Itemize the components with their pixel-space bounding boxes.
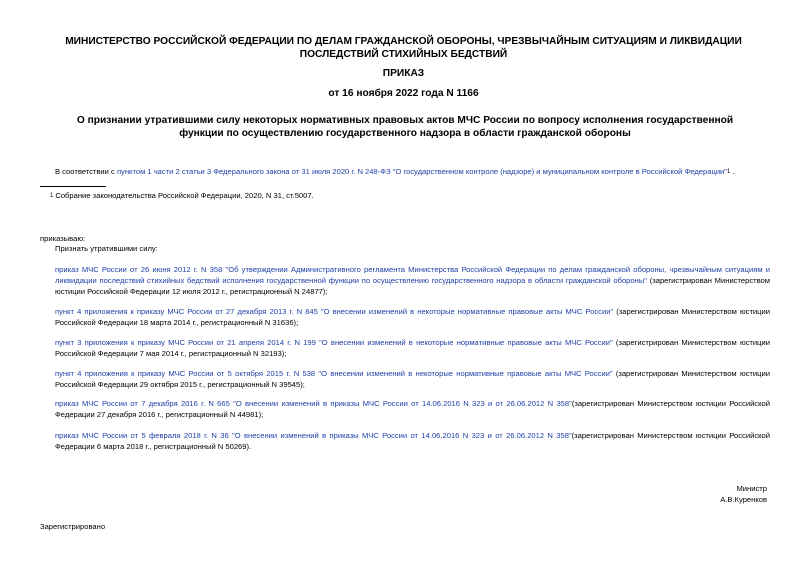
order-subject: О признании утратившими силу некоторых нормативных правовых актов МЧС России по вопросу исполнения государственной функции по осуществлению государственного надзора в области гражданской обороны	[76, 115, 734, 139]
repealed-act-link[interactable]: приказ МЧС России от 7 декабря 2016 г. N 665 "О внесении изменений в приказы МЧС России от 14.06.2016 N 323 и от 26.06.2012 N 358"	[55, 399, 572, 408]
footnote-number: 1	[50, 193, 54, 199]
footnote	[50, 190, 770, 202]
legal-basis-suffix: .	[732, 167, 735, 176]
legal-basis-prefix: В соответствии с	[55, 167, 117, 176]
repealed-act-item	[40, 306, 770, 328]
repealed-act-item	[40, 264, 770, 297]
repealed-act-registration: (зарегистрирован Министерством юстиции Российской Федерации 7 мая 2014 г., регистрационный N 32193);	[55, 338, 770, 358]
footnote-text: Собрание законодательства Российской Федерации, 2020, N 31, ст.5007.	[55, 191, 314, 200]
signer-name: А.В.Куренков	[720, 495, 767, 504]
orders-word: приказываю:	[40, 234, 86, 243]
order-date: от 16 ноября 2022 года N 1166	[328, 88, 479, 99]
repealed-act-registration: (зарегистрирован Министерством юстиции Российской Федерации 12 июля 2012 г., регистрационный N 24877);	[55, 276, 770, 296]
footnote-reference[interactable]: 1	[727, 169, 731, 175]
repealed-act-link[interactable]: пункт 3 приложения к приказу МЧС России от 21 апреля 2014 г. N 199 "О внесении изменений в некоторые нормативные правовые акты МЧС России"	[55, 338, 613, 347]
repealed-act-registration: (зарегистрирован Министерством юстиции Российской Федерации 29 октября 2015 г., регистрационный N 39545);	[55, 369, 770, 389]
signer-position: Министр	[736, 484, 767, 493]
repealed-act-registration: (зарегистрирован Министерством юстиции Российской Федерации 27 декабря 2016 г., регистрационный N 44981);	[55, 399, 770, 419]
repealed-act-registration: (зарегистрирован Министерством юстиции Российской Федерации 18 марта 2014 г., регистрационный N 31636);	[55, 307, 770, 327]
repealed-act-link[interactable]: пункт 4 приложения к приказу МЧС России от 5 октября 2015 г. N 538 "О внесении изменений в некоторые нормативные правовые акты МЧС России"	[55, 369, 613, 378]
registration-note: Зарегистрировано	[40, 522, 106, 531]
repealed-act-link[interactable]: пункт 4 приложения к приказу МЧС России от 27 декабря 2013 г. N 845 "О внесении изменений в некоторые нормативные правовые акты МЧС России"	[55, 307, 614, 316]
footnote-divider	[40, 186, 106, 187]
order-title: ПРИКАЗ	[382, 68, 425, 79]
repealed-act-link[interactable]: приказ МЧС России от 5 февраля 2018 г. N 36 "О внесении изменений в приказы МЧС России от 14.06.2016 N 323 и от 26.06.2012 N 358"	[55, 431, 572, 440]
federal-law-link[interactable]: пунктом 1 части 2 статьи 3 Федерального закона от 31 июля 2020 г. N 248-ФЗ "О государственном контроле (надзоре) и муниципальном контроле в Российской Федерации"	[116, 167, 727, 176]
repealed-act-registration: (зарегистрирован Министерством юстиции Российской Федерации 6 марта 2018 г., регистрационный N 50269).	[55, 431, 770, 451]
ministry-name: МИНИСТЕРСТВО РОССИЙСКОЙ ФЕДЕРАЦИИ ПО ДЕЛАМ ГРАЖДАНСКОЙ ОБОРОНЫ, ЧРЕЗВЫЧАЙНЫМ СИТУАЦИЯМ И ЛИКВИДАЦИИ ПОСЛЕДСТВИЙ СТИХИЙНЫХ БЕДСТВИЙ	[65, 36, 742, 60]
repealed-act-item	[40, 398, 770, 420]
repealed-act-link[interactable]: приказ МЧС России от 26 июня 2012 г. N 358 "Об утверждении Административного регламента Министерства Российской Федерации по делам гражданской обороны, чрезвычайным ситуациям и ликвидации последствий стихийных бедствий исполнения государственной функции по осуществлению государственного надзора в области гражданской обороны"	[55, 265, 770, 285]
repealed-act-item	[40, 368, 770, 390]
decision-text: Признать утратившими силу:	[55, 244, 158, 253]
repealed-act-item	[40, 337, 770, 359]
repealed-act-item	[40, 430, 770, 452]
legal-basis-paragraph	[55, 166, 775, 178]
